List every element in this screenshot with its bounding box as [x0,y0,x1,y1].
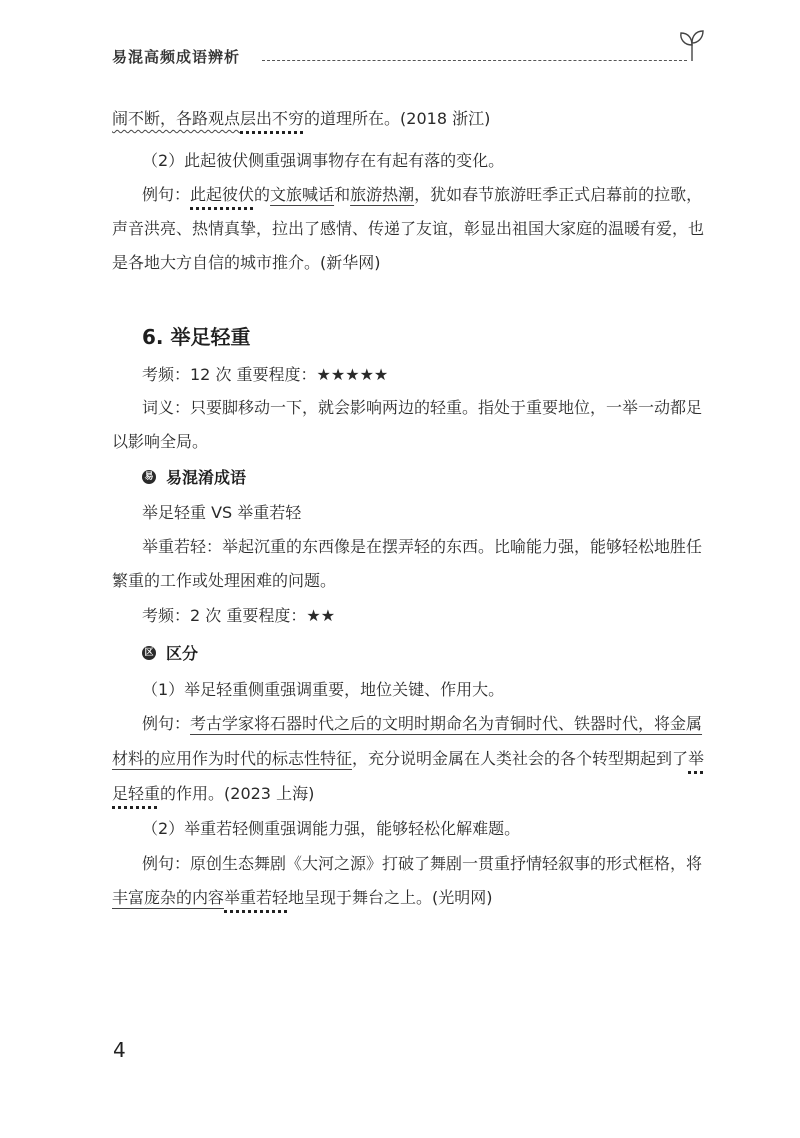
header-dashed-rule [262,60,687,61]
running-header [112,46,712,70]
header-title: 易混高频成语辨析 [112,48,241,66]
entry-frequency: 考频：12 次 重要程度：★★★★★ [142,365,389,384]
diff-example-1-line-1: 例句：考古学家将石器时代之后的文明时期命名为青铜时代、铁器时代，将金属 [142,714,703,733]
diff-example-1-line-3: 足轻重的作用。(2023 上海) [112,784,315,803]
prev-example-line-1: 例句：此起彼伏的文旅喊话和旅游热潮，犹如春节旅游旺季正式启幕前的拉歌， [142,185,703,204]
entry-meaning-line-1: 词义：只要脚移动一下，就会影响两边的轻重。指处于重要地位，一举一动都足 [142,398,703,417]
emphasis-dotted-text: 举重若轻 [224,888,289,907]
diff-badge-icon: 区 [142,646,156,660]
diff-example-2-line-1: 例句：原创生态舞剧《大河之源》打破了舞剧一贯重抒情轻叙事的形式框格，将 [142,854,703,873]
diff-example-1-line-2: 材料的应用作为时代的标志性特征，充分说明金属在人类社会的各个转型期起到了举 [112,749,705,768]
page-number: 4 [113,1038,126,1062]
underlined-text: 丰富庞杂的内容 [112,888,225,907]
emphasis-dotted-text: 足轻重 [112,784,161,803]
emphasis-dotted-text: 举 [688,749,705,768]
diff-sense-1: （1）举足轻重侧重强调重要，地位关键、作用大。 [142,680,505,699]
alt-frequency: 考频：2 次 重要程度：★★ [142,606,336,625]
prev-example-line-2: 声音洪亮、热情真挚，拉出了感情、传递了友谊，彰显出祖国大家庭的温暖有爱，也 [112,219,705,238]
underlined-text: 考古学家将石器时代之后的文明时期命名为青铜时代、铁器时代，将金属 [190,714,703,733]
confusable-heading: 易 易混淆成语 [142,467,246,489]
emphasis-dotted-text: 此起彼伏 [190,185,255,204]
alt-meaning-line-1: 举重若轻：举起沉重的东西像是在摆弄轻的东西。比喻能力强，能够轻松地胜任 [142,537,703,556]
diff-example-2-line-2: 丰富庞杂的内容举重若轻地呈现于舞台之上。(光明网) [112,888,493,907]
wavy-underlined-text: 闹不断，各路观点 [112,109,241,128]
entry-meaning-line-2: 以影响全局。 [112,432,209,451]
prev-sense-2: （2）此起彼伏侧重强调事物存在有起有落的变化。 [142,151,505,170]
sprout-icon [678,28,706,62]
prev-example-line-3: 是各地大方自信的城市推介。(新华网) [112,253,381,272]
diff-sense-2: （2）举重若轻侧重强调能力强，能够轻松化解难题。 [142,819,521,838]
underlined-text: 旅游热潮 [350,185,415,204]
confusable-badge-icon: 易 [142,470,156,484]
confusable-pair: 举足轻重 VS 举重若轻 [142,503,302,522]
prev-line-1: 闹不断，各路观点层出不穷的道理所在。(2018 浙江) [112,109,491,128]
diff-heading: 区 区分 [142,643,198,665]
underlined-text: 材料的应用作为时代的标志性特征 [112,749,353,768]
emphasis-dotted-text: 层出不穷 [240,109,305,128]
underlined-text: 文旅喊话 [270,185,335,204]
alt-meaning-line-2: 繁重的工作或处理困难的问题。 [112,571,337,590]
entry-title: 6. 举足轻重 [142,325,251,349]
